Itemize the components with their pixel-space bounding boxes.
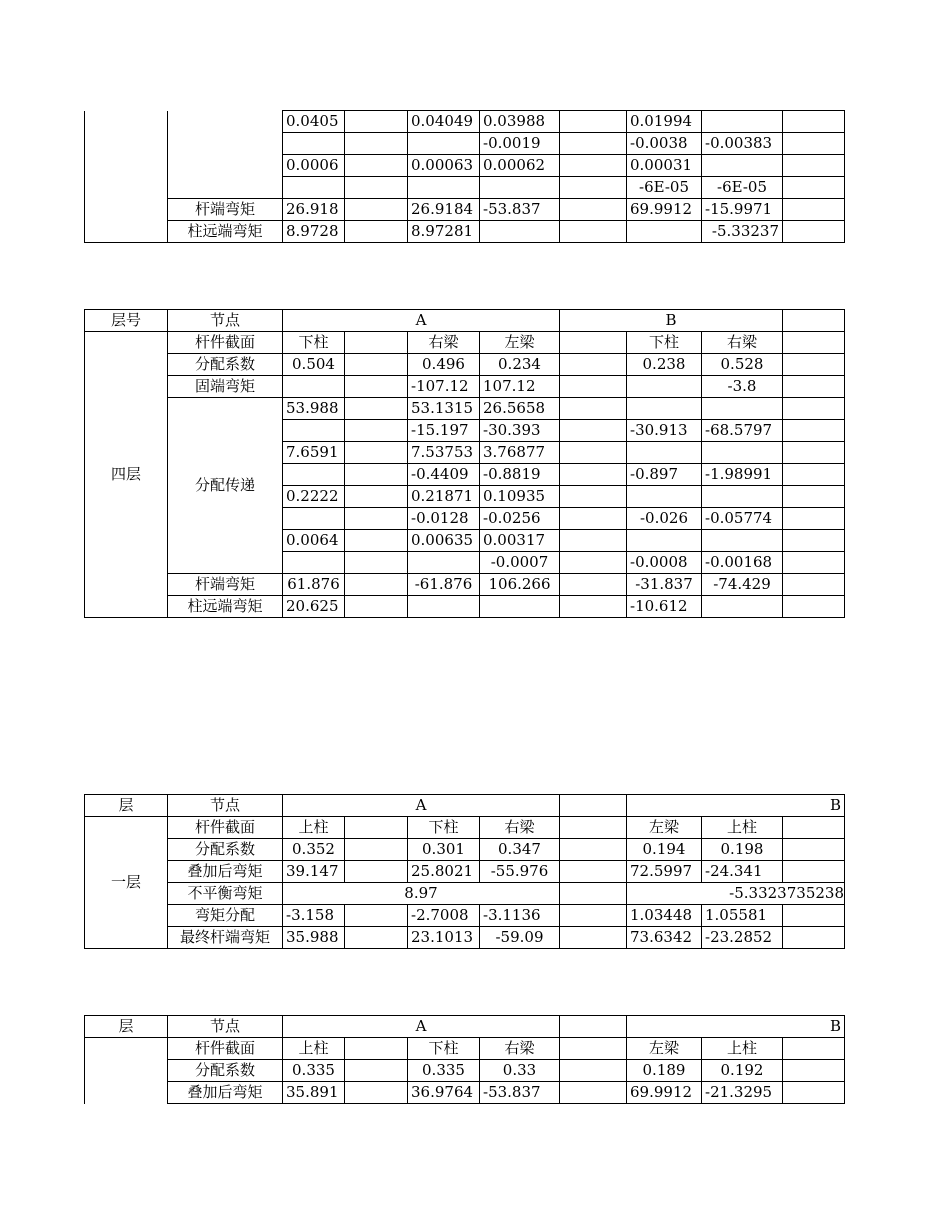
- header-row: [85, 795, 845, 817]
- node-a-header: A: [283, 795, 560, 817]
- row-label: 不平衡弯矩: [168, 883, 283, 905]
- table-row: 柱远端弯矩 8.9728 8.97281 -5.33237: [85, 221, 845, 243]
- header-node: 节点: [168, 1016, 283, 1038]
- table-row: -15.197 -30.393 -30.913 -68.5797: [85, 420, 845, 442]
- row-label: 分配系数: [168, 354, 283, 376]
- floor-cell: [85, 111, 168, 243]
- header-row: [85, 1016, 845, 1038]
- row-label: 弯矩分配: [168, 905, 283, 927]
- table-row: 杆件截面 上柱 下柱 右梁 左梁 上柱: [85, 1038, 845, 1060]
- node-b-header: B: [560, 310, 783, 332]
- row-label: 柱远端弯矩: [168, 221, 283, 243]
- table-row: -0.0019 -0.0038 -0.00383: [85, 133, 845, 155]
- unbalanced-moment-b: -5.3323735238: [627, 883, 845, 905]
- table-row: 固端弯矩 -107.12 107.12 -3.8: [85, 376, 845, 398]
- table-row: 分配系数 0.504 0.496 0.234 0.238 0.528: [85, 354, 845, 376]
- row-label: 固端弯矩: [168, 376, 283, 398]
- row-label: 杆件截面: [168, 1038, 283, 1060]
- floor-label: 一层: [85, 817, 168, 949]
- table-row: 杆端弯矩 26.918 26.9184 -53.837 69.9912 -15.9971: [85, 199, 845, 221]
- row-label: 分配系数: [168, 1060, 283, 1082]
- distribution-label-cell: [168, 111, 283, 199]
- moment-table-fourth-floor: [84, 309, 845, 618]
- table-row: 0.0405 0.04049 0.03988 0.01994: [85, 111, 845, 133]
- table-row: 7.6591 7.53753 3.76877: [85, 442, 845, 464]
- table-row: 叠加后弯矩 39.147 25.8021 -55.976 72.5997 -24.341: [85, 861, 845, 883]
- row-label: 叠加后弯矩: [168, 1082, 283, 1104]
- table-row: 四层 杆件截面 下柱 右梁 左梁 下柱 右梁: [85, 332, 845, 354]
- header-floor: 层: [85, 1016, 168, 1038]
- table-row: 杆端弯矩 61.876 -61.876 106.266 -31.837 -74.429: [85, 574, 845, 596]
- header-row: [85, 310, 845, 332]
- header-node: 节点: [168, 795, 283, 817]
- table-row: -0.4409 -0.8819 -0.897 -1.98991: [85, 464, 845, 486]
- table-row: 叠加后弯矩 35.891 36.9764 -53.837 69.9912 -21.3295: [85, 1082, 845, 1104]
- table-row: -0.0007 -0.0008 -0.00168: [85, 552, 845, 574]
- table-row: 0.0006 0.00063 0.00062 0.00031: [85, 155, 845, 177]
- table-row: 一层 杆件截面 上柱 下柱 右梁 左梁 上柱: [85, 817, 845, 839]
- header-floor: 层: [85, 795, 168, 817]
- node-a-header: A: [283, 310, 560, 332]
- row-label: 杆件截面: [168, 332, 283, 354]
- header-floor: 层号: [85, 310, 168, 332]
- table-row: 弯矩分配 -3.158 -2.7008 -3.1136 1.03448 1.05581: [85, 905, 845, 927]
- row-label: 柱远端弯矩: [168, 596, 283, 618]
- table-row: 分配系数 0.352 0.301 0.347 0.194 0.198: [85, 839, 845, 861]
- moment-table-lower: [84, 1015, 845, 1104]
- table-row: -0.0128 -0.0256 -0.026 -0.05774: [85, 508, 845, 530]
- header-node: 节点: [168, 310, 283, 332]
- row-label: 叠加后弯矩: [168, 861, 283, 883]
- table-row: 分配系数 0.335 0.335 0.33 0.189 0.192: [85, 1060, 845, 1082]
- table-row: -6E-05 -6E-05: [85, 177, 845, 199]
- row-label: 杆端弯矩: [168, 199, 283, 221]
- moment-table-first-floor: [84, 794, 845, 949]
- row-label: 杆件截面: [168, 817, 283, 839]
- table-row: 最终杆端弯矩 35.988 23.1013 -59.09 73.6342 -23.2852: [85, 927, 845, 949]
- row-label: 分配系数: [168, 839, 283, 861]
- floor-label: 四层: [85, 332, 168, 618]
- table-row: 0.2222 0.21871 0.10935: [85, 486, 845, 508]
- row-label: 最终杆端弯矩: [168, 927, 283, 949]
- node-b-header: B: [627, 795, 845, 817]
- floor-cell: [85, 1038, 168, 1104]
- table-row: [85, 883, 845, 905]
- node-a-header: A: [283, 1016, 560, 1038]
- row-label: 杆端弯矩: [168, 574, 283, 596]
- table-row: 0.0064 0.00635 0.00317: [85, 530, 845, 552]
- node-b-header: B: [627, 1016, 845, 1038]
- unbalanced-moment-a: 8.97: [283, 883, 560, 905]
- moment-table-upper: [84, 110, 845, 243]
- row-label: 分配传递: [168, 398, 283, 574]
- table-row: 柱远端弯矩 20.625 -10.612: [85, 596, 845, 618]
- table-row: 分配传递 53.988 53.1315 26.5658: [85, 398, 845, 420]
